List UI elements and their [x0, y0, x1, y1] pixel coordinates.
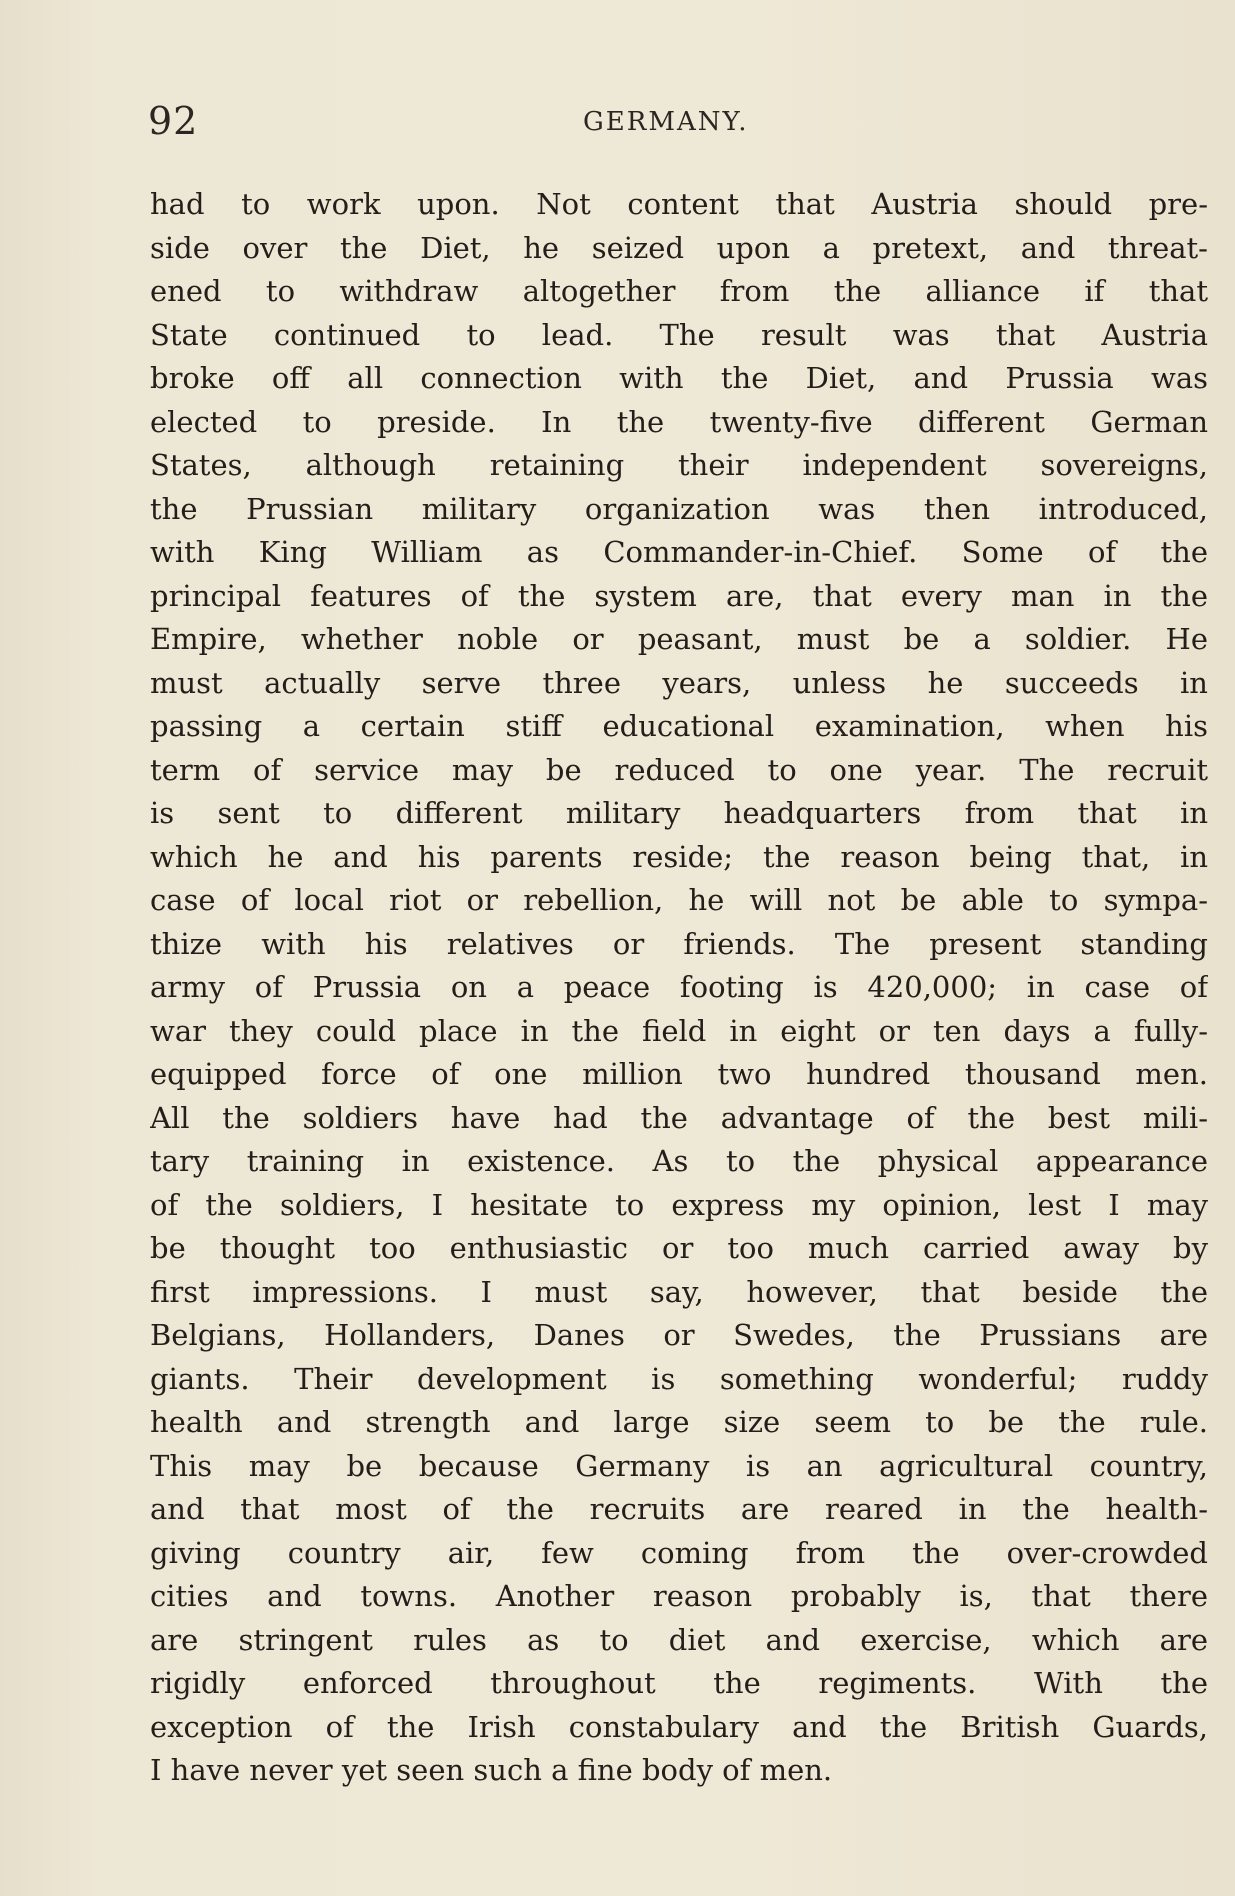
text-line: army of Prussia on a peace footing is 420,000; in case of [150, 970, 1208, 1004]
text-line: are stringent rules as to diet and exercise, which are [150, 1622, 1208, 1657]
text-line: case of local riot or rebellion, he will not be able to sympa- [150, 883, 1208, 917]
text-line: giving country air, few coming from the over-crowded [150, 1535, 1208, 1570]
text-line: with King William as Commander-in-Chief. Some of the [150, 535, 1208, 569]
text-line: exception of the Irish constabulary and the British Guards, [150, 1709, 1208, 1744]
text-line: term of service may be reduced to one year. The recruit [150, 752, 1208, 787]
running-head: GERMANY. [583, 107, 749, 137]
text-line: first impressions. I must say, however, that beside the [150, 1274, 1208, 1309]
text-line: must actually serve three years, unless he succeeds in [150, 665, 1208, 700]
page-header [148, 96, 1208, 146]
text-line: elected to preside. In the twenty-five different German [150, 404, 1208, 439]
text-line: Belgians, Hollanders, Danes or Swedes, the Prussians are [150, 1318, 1208, 1352]
body-text [150, 183, 1208, 1793]
text-line: rigidly enforced throughout the regiments. With the [150, 1666, 1208, 1700]
text-line: State continued to lead. The result was that Austria [150, 317, 1208, 352]
text-line: I have never yet seen such a fine body of men. [150, 1753, 833, 1787]
text-line: the Prussian military organization was then introduced, [150, 491, 1208, 526]
text-line: equipped force of one million two hundred thousand men. [150, 1057, 1208, 1091]
text-line: This may be because Germany is an agricultural country, [150, 1448, 1208, 1483]
text-line: broke off all connection with the Diet, and Prussia was [150, 361, 1208, 395]
text-line: ened to withdraw altogether from the alliance if that [150, 274, 1208, 308]
text-line: is sent to different military headquarters from that in [150, 796, 1208, 830]
text-line: passing a certain stiff educational examination, when his [150, 709, 1208, 743]
page-number: 92 [148, 99, 199, 143]
text-line: of the soldiers, I hesitate to express my opinion, lest I may [150, 1187, 1208, 1222]
text-line: All the soldiers have had the advantage of the best mili- [150, 1100, 1208, 1135]
text-line: States, although retaining their independent sovereigns, [150, 448, 1208, 482]
text-line: tary training in existence. As to the physical appearance [150, 1144, 1208, 1178]
text-line: health and strength and large size seem to be the rule. [150, 1405, 1208, 1439]
text-line: side over the Diet, he seized upon a pretext, and threat- [150, 230, 1208, 265]
text-line: thize with his relatives or friends. The present standing [150, 926, 1208, 961]
text-line: which he and his parents reside; the reason being that, in [150, 839, 1208, 874]
text-line: giants. Their development is something wonderful; ruddy [150, 1361, 1208, 1396]
text-line: cities and towns. Another reason probably is, that there [150, 1579, 1208, 1613]
text-line: be thought too enthusiastic or too much carried away by [150, 1231, 1208, 1265]
text-line: Empire, whether noble or peasant, must be a soldier. He [150, 622, 1208, 656]
text-line: and that most of the recruits are reared in the health- [150, 1492, 1208, 1526]
text-line: had to work upon. Not content that Austria should pre- [150, 187, 1208, 221]
text-line: principal features of the system are, that every man in the [150, 578, 1208, 613]
text-line: war they could place in the field in eight or ten days a fully- [150, 1013, 1208, 1048]
